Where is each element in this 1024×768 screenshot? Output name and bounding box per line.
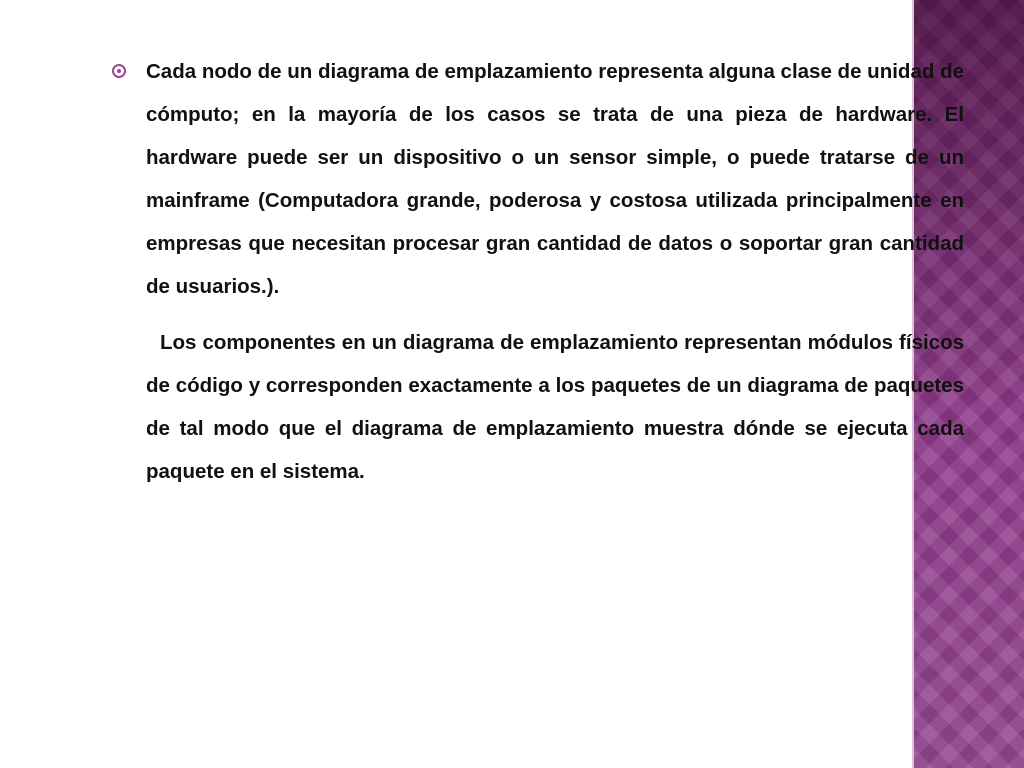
circle-bullet-icon bbox=[112, 64, 126, 78]
slide-content bbox=[146, 50, 964, 493]
bullet-item bbox=[146, 50, 964, 308]
bullet-paragraph: Cada nodo de un diagrama de emplazamiento representa alguna clase de unidad de cómputo; en la mayoría de los casos se trata de una pieza de hardware. El hardware puede ser un dispositivo o un sensor simple, o puede tratarse de un mainframe (Computadora grande, poderosa y costosa utilizada principalmente en empresas que necesitan procesar gran cantidad de datos o soportar gran cantidad de usuarios.). bbox=[146, 60, 964, 298]
second-paragraph: Los componentes en un diagrama de emplazamiento representan módulos físicos de código y corresponden exactamente a los paquetes de un diagrama de paquetes de tal modo que el diagrama de emplazamiento muestra dónde se ejecuta cada paquete en el sistema. bbox=[146, 331, 964, 483]
